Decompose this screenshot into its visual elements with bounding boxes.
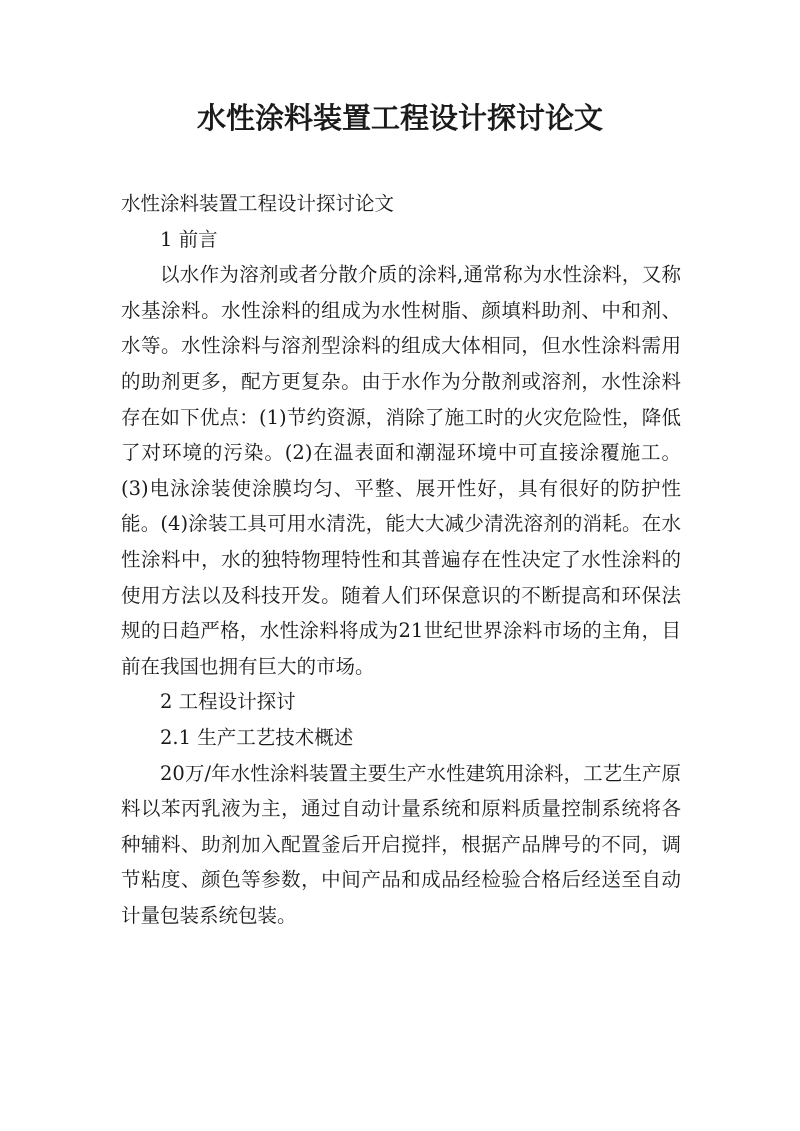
document-subtitle: 水性涂料装置工程设计探讨论文 — [121, 192, 395, 215]
document-body — [121, 186, 681, 933]
section-1-heading: 1 前言 — [160, 227, 218, 251]
section-2-heading: 2 工程设计探讨 — [160, 690, 296, 714]
document-title: 水性涂料装置工程设计探讨论文 — [196, 101, 603, 135]
section-1-paragraph: 以水作为溶剂或者分散介质的涂料,通常称为水性涂料，又称水基涂料。水性涂料的组成为水性树脂、颜填料助剂、中和剂、水等。水性涂料与溶剂型涂料的组成大体相同，但水性涂料需用的助剂更多，配方更复杂。由于水作为分散剂或溶剂，水性涂料存在如下优点：(1)节约资源，消除了施工时的火灾危险性，降低了对环境的污染。(2)在温表面和潮湿环境中可直接涂覆施工。(3)电泳涂装使涂膜均匀、平整、展开性好，具有很好的防护性能。(4)涂装工具可用水清洗，能大大减少清洗溶剂的消耗。在水性涂料中，水的独特物理特性和其普遍存在性决定了水性涂料的使用方法以及科技开发。随着人们环保意识的不断提高和环保法规的日趋严格，水性涂料将成为21世纪世界涂料市场的主角，目前在我国也拥有巨大的市场。 — [121, 263, 681, 678]
section-2-1-heading: 2.1 生产工艺技术概述 — [160, 725, 354, 749]
section-2-1-paragraph: 20万/年水性涂料装置主要生产水性建筑用涂料，工艺生产原料以苯丙乳液为主，通过自动计量系统和原料质量控制系统将各种辅料、助剂加入配置釜后开启搅拌，根据产品牌号的不同，调节粘度、颜色等参数，中间产品和成品经检验合格后经送至自动计量包装系统包装。 — [121, 761, 681, 927]
